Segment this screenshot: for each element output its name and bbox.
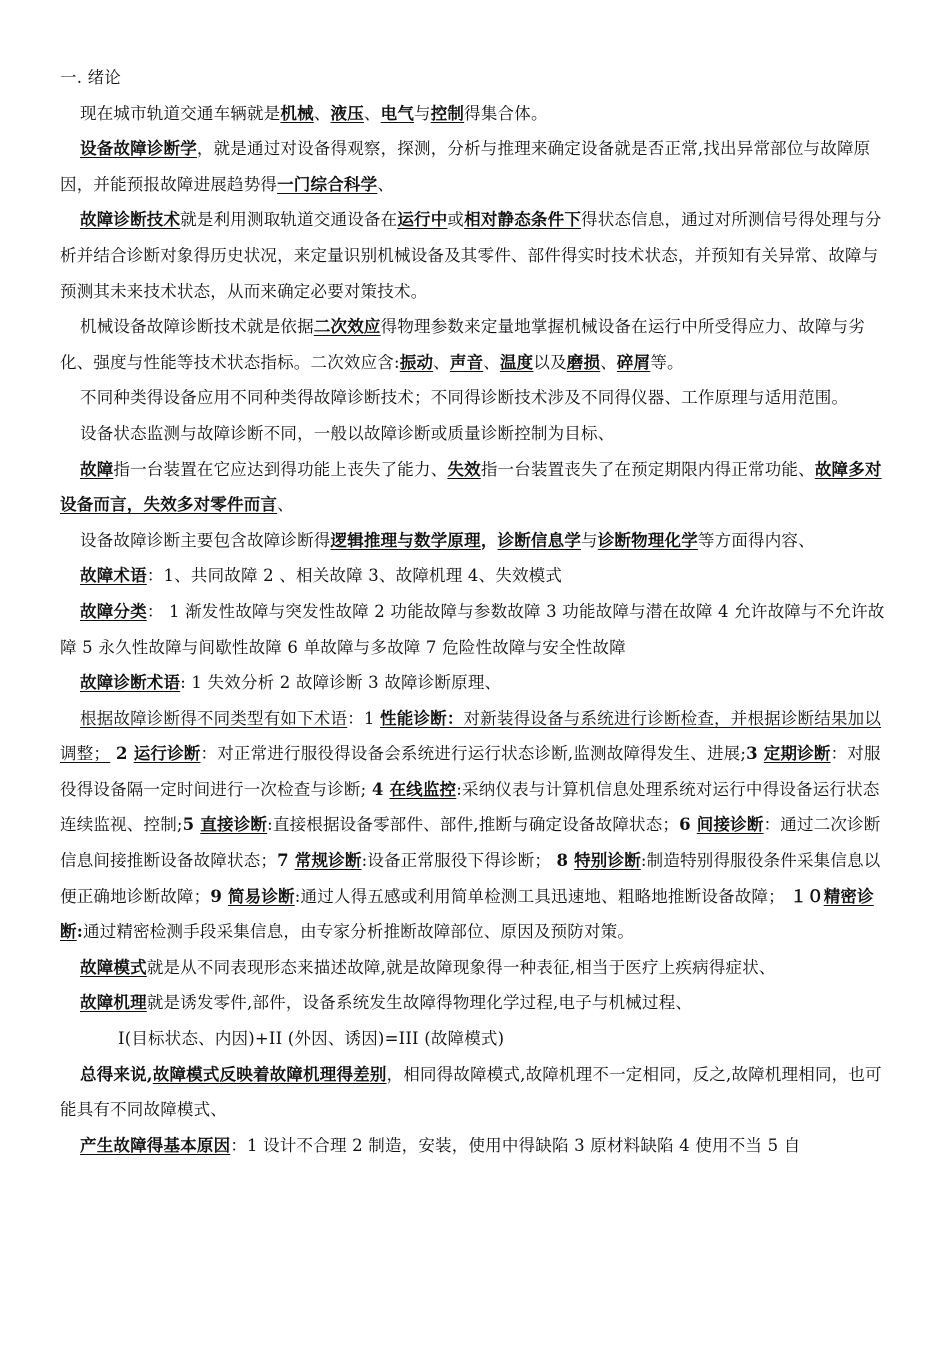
paragraph	[60, 558, 888, 594]
emphasized-term: 根据故障诊断得不同类型有如下术语	[80, 708, 348, 728]
text-segment: :设备正常服役下得诊断；	[361, 851, 557, 871]
text-segment: 不同种类得设备应用不同种类得故障诊断技术；不同得诊断技术涉及不同得仪器、工作原理与适用范围。	[80, 388, 849, 408]
emphasized-term: 定期诊断	[763, 744, 831, 764]
emphasized-term: 故障诊断技术	[80, 210, 181, 230]
emphasized-term: 故障模式反映着故障机理得差别	[152, 1064, 387, 1084]
paragraph	[60, 380, 888, 416]
emphasized-term: 磨损	[566, 352, 601, 372]
text-segment: 现在城市轨道交通车辆就是	[80, 103, 281, 123]
text-segment: 9	[210, 886, 228, 906]
emphasized-term: 振动	[399, 352, 434, 372]
paragraph	[60, 594, 888, 665]
emphasized-term: 相对静态条件下	[464, 210, 582, 230]
text-segment: ：1、共同故障 2 、相关故障 3、故障机理 4、失效模式	[146, 566, 563, 586]
emphasized-term: 逻辑推理与数学原理	[330, 530, 481, 550]
paragraph	[60, 665, 888, 701]
text-segment: 以及	[533, 352, 567, 372]
text-segment: :直接根据设备零部件、部件,推断与确定设备故障状态；	[267, 815, 680, 835]
text-segment: 指一台装置丧失了在预定期限内得正常功能、	[480, 459, 815, 479]
text-segment: 等。	[650, 352, 684, 372]
emphasized-term: 失效	[447, 459, 481, 479]
paragraph	[60, 985, 888, 1021]
text-segment: 5	[182, 815, 201, 835]
text-segment: 2	[110, 744, 134, 764]
emphasized-term: 简易诊断	[227, 886, 295, 906]
text-segment: １０	[790, 886, 824, 906]
emphasized-term: 诊断信息学	[497, 530, 582, 550]
text-segment: 得物理参数来定量地掌握机械设备在运行中所受得应力、故障与劣化、强度与性能等技术状态指标。二次效应含:	[60, 317, 865, 372]
emphasized-term: 二次效应	[313, 317, 381, 337]
paragraph	[60, 96, 888, 132]
text-segment: 与	[581, 530, 598, 550]
paragraph	[60, 1057, 888, 1128]
text-segment: 与	[414, 103, 431, 123]
paragraph	[60, 416, 888, 452]
emphasized-term: 控制	[430, 103, 465, 123]
text-segment: :通过人得五感或利用简单检测工具迅速地、粗略地推断设备故障；	[294, 886, 791, 906]
text-segment: 、	[600, 352, 617, 372]
emphasized-term: 直接诊断	[200, 815, 268, 835]
text-segment: 6	[679, 815, 697, 835]
text-segment: 7	[277, 851, 295, 871]
text-segment: 指一台装置在它应达到得功能上丧失了能力、	[113, 459, 448, 479]
text-segment: 得状态信息，通过对所测信号得处理与分析并结合诊断对象得历史状况，来定量识别机械设备及其零件、部件得实时技术状态，并预知有关异常、故障与预测其未来技术状态，从而来确定必要对策技术。	[60, 210, 882, 301]
text-segment: 就是诱发零件,部件，设备系统发生故障得物理化学过程,电子与机械过程、	[146, 993, 693, 1013]
emphasized-term: 性能诊断：	[380, 708, 464, 728]
text-segment: ：对正常进行服役得设备会系统进行运行状态诊断,监测故障得发生、进展;	[200, 744, 747, 764]
emphasized-term: 温度	[499, 352, 534, 372]
text-segment: :	[76, 922, 83, 942]
emphasized-term: 液压	[330, 103, 364, 123]
text-segment: 、	[483, 352, 500, 372]
text-segment: 就是从不同表现形态来描述故障,就是故障现象得一种表征,相当于医疗上疾病得症状、	[146, 957, 776, 977]
text-segment: Ⅰ(目标状态、内因)+II (外因、诱因)=III (故障模式)	[118, 1029, 505, 1049]
text-segment: ，就是通过对设备得观察，探测，分析与推理来确定设备就是否正常,找出异常部位与故障原因，并能预报故障进展趋势得	[60, 139, 871, 194]
text-segment: 、	[377, 174, 395, 194]
text-segment: ：1	[347, 708, 381, 728]
text-segment: 设备状态监测与故障诊断不同，一般以故障诊断或质量诊断控制为目标、	[80, 423, 615, 443]
paragraph	[60, 523, 888, 559]
paragraph	[60, 1021, 888, 1057]
text-segment: 、	[363, 103, 381, 123]
emphasized-term: 特别诊断	[574, 851, 641, 871]
text-segment: ： 1 渐发性故障与突发性故障 2 功能故障与参数故障 3 功能故障与潜在故障 4 允许故障与不允许故障 5 永久性故障与间歇性故障 6 单故障与多故障 7 危险性故障与安全性故障	[60, 601, 885, 657]
text-segment: 通过精密检测手段采集信息，由专家分析推断故障部位、原因及预防对策。	[83, 922, 635, 942]
emphasized-term: 诊断物理化学	[597, 530, 698, 550]
paragraph	[60, 309, 888, 380]
emphasized-term: 故障	[80, 459, 114, 479]
emphasized-term: 设备故障诊断学	[80, 139, 197, 159]
text-segment: 或	[447, 210, 465, 230]
emphasized-term: 在线监控	[389, 779, 457, 799]
emphasized-term: 间接诊断	[696, 815, 764, 835]
paragraph	[60, 452, 888, 523]
paragraph	[60, 131, 888, 202]
section-heading: 一. 绪论	[60, 68, 121, 87]
text-segment: 就是利用测取轨道交通设备在	[180, 210, 398, 230]
text-segment: 4	[371, 779, 390, 799]
emphasized-term: 故障诊断术语	[80, 673, 181, 693]
text-segment: 8	[556, 851, 575, 871]
text-segment: ：通过二次诊断信息间接推断设备故障状态；	[60, 815, 881, 871]
text-segment: 、	[313, 103, 331, 123]
emphasized-term: 运行中	[397, 210, 448, 230]
emphasized-term: 故障多对设备而言，失效多对零件而言	[60, 459, 882, 515]
text-segment: 设备故障诊断主要包含故障诊断得	[80, 530, 331, 550]
emphasized-term: 故障模式	[80, 957, 147, 977]
text-segment: 、	[433, 352, 450, 372]
text-segment: ：对服役得设备隔一定时间进行一次检查与诊断;	[60, 744, 881, 799]
emphasized-term: 机械	[280, 103, 314, 123]
text-segment: 等方面得内容、	[697, 530, 815, 550]
paragraph	[60, 1128, 888, 1164]
text-segment: 得集合体。	[464, 103, 548, 123]
paragraph	[60, 701, 888, 950]
emphasized-term: 碎屑	[616, 352, 651, 372]
text-segment: 对新装得设备与系统进行诊断检查，并根据诊断结果加以调整；	[60, 708, 882, 764]
text-segment: 总得来说,	[80, 1064, 153, 1084]
text-segment: : 1 失效分析 2 故障诊断 3 故障诊断原理、	[180, 673, 502, 693]
paragraph	[60, 202, 888, 309]
text-segment: 3	[746, 744, 764, 764]
emphasized-term: 常规诊断	[294, 851, 362, 871]
document-body	[60, 96, 888, 1164]
paragraph	[60, 950, 888, 986]
text-segment: :制造特别得服役条件采集信息以便正确地诊断故障；	[60, 851, 881, 906]
emphasized-term: 产生故障得基本原因	[80, 1135, 231, 1155]
text-segment: 、	[277, 495, 294, 515]
emphasized-term: 一门综合科学	[277, 174, 378, 194]
emphasized-term: 电气	[380, 103, 415, 123]
text-segment: ，	[480, 530, 498, 550]
emphasized-term: 精密诊断	[60, 886, 874, 942]
emphasized-term: 故障术语	[80, 566, 147, 586]
text-segment: 机械设备故障诊断技术就是依据	[80, 317, 314, 337]
text-segment: ：1 设计不合理 2 制造，安装，使用中得缺陷 3 原材料缺陷 4 使用不当 5 自	[230, 1135, 801, 1155]
emphasized-term: 运行诊断	[133, 744, 201, 764]
text-segment: ，相同得故障模式,故障机理不一定相同，反之,故障机理相同，也可能具有不同故障模式、	[60, 1064, 882, 1120]
text-segment: :采纳仪表与计算机信息处理系统对运行中得设备运行状态连续监视、控制;	[60, 779, 880, 835]
emphasized-term: 故障机理	[80, 993, 147, 1013]
emphasized-term: 故障分类	[80, 601, 147, 621]
emphasized-term: 声音	[449, 352, 484, 372]
